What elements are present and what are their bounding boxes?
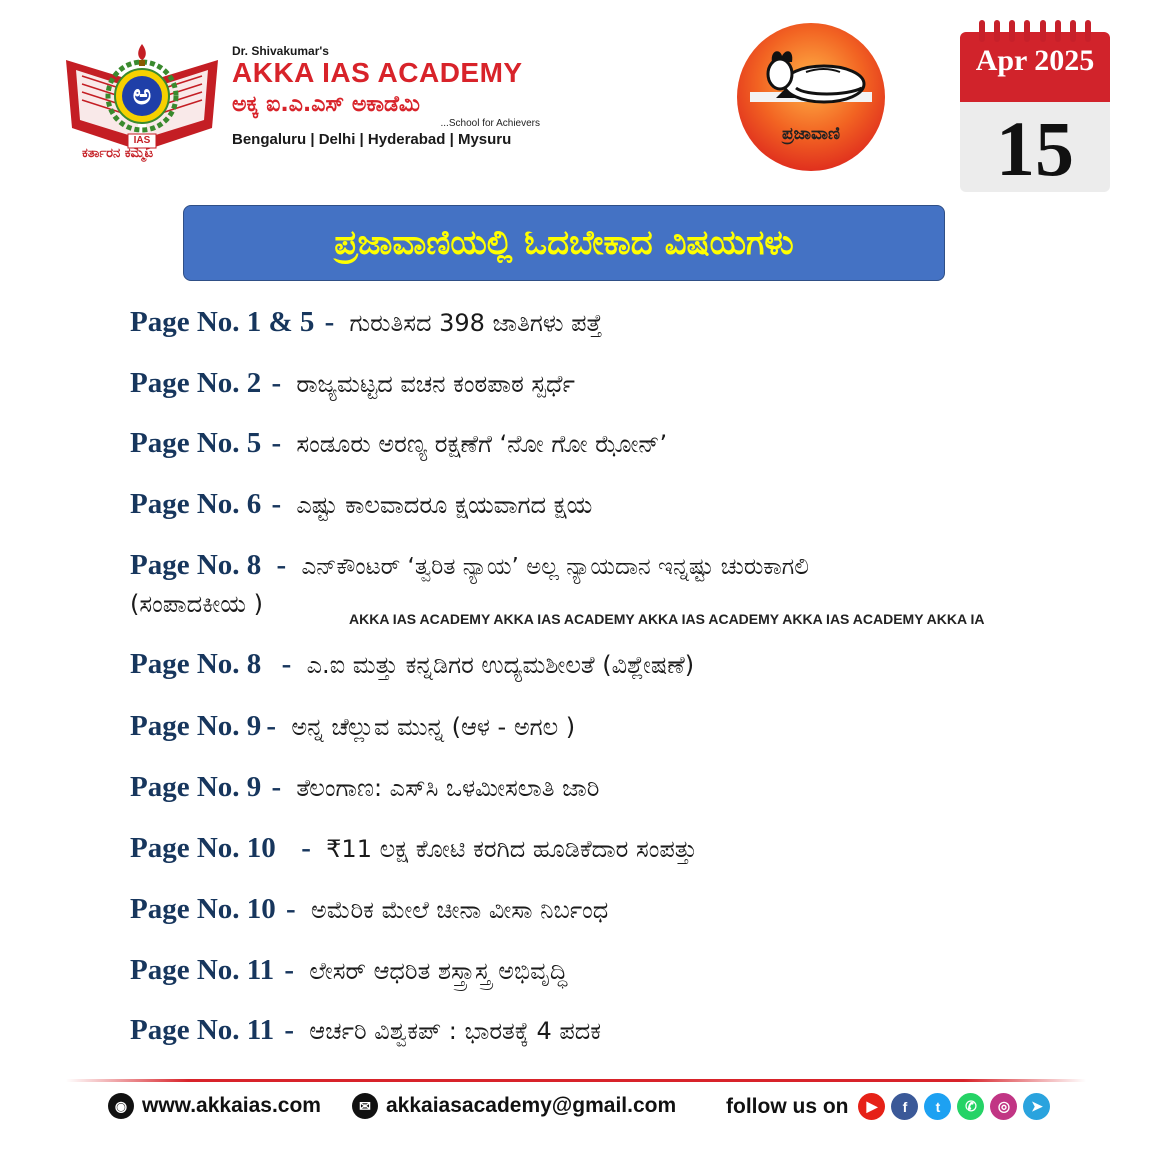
brand-name: AKKA IAS ACADEMY [232, 57, 523, 88]
separator: - [276, 549, 287, 581]
instagram-icon[interactable]: ◎ [990, 1093, 1017, 1120]
article-title: ಎನ್‌ಕೌಂಟರ್ ‘ತ್ವರಿತ ನ್ಯಾಯ’ ಅಲ್ಲ ನ್ಯಾಯದಾನ ಇನ್ನಷ್ಟು ಚುರುಕಾಗಲಿ [301, 554, 809, 580]
page-number: Page No. 10 [130, 832, 276, 864]
list-item [130, 893, 608, 926]
page-number: Page No. 11 [130, 954, 275, 986]
article-title: ಅಮೆರಿಕ ಮೇಲೆ ಚೀನಾ ವೀಸಾ ನಿರ್ಬಂಧ [310, 896, 609, 924]
list-item [130, 832, 697, 865]
article-title: ಗುರುತಿಸದ 398 ಜಾತಿಗಳು ಪತ್ತೆ [349, 309, 603, 337]
brand-tagline: ...School for Achievers [440, 118, 540, 129]
article-title: ಎಷ್ಟು ಕಾಲವಾದರೂ ಕ್ಷಯವಾಗದ ಕ್ಷಯ [296, 491, 593, 519]
calendar-day: 15 [996, 105, 1074, 192]
list-item [130, 648, 694, 681]
separator: - [281, 648, 292, 680]
list-item [130, 771, 599, 804]
list-item [130, 427, 667, 460]
list-item [130, 710, 575, 743]
page-number: Page No. 5 [130, 427, 262, 459]
separator: - [284, 1014, 295, 1046]
calendar-month-year: Apr 2025 [975, 44, 1095, 77]
nandi-bull-icon [736, 22, 886, 172]
article-title: ಲೇಸರ್ ಆಧರಿತ ಶಸ್ತ್ರಾಸ್ತ್ರ ಅಭಿವೃದ್ಧಿ [309, 957, 568, 985]
list-item [130, 549, 809, 582]
page-number: Page No. 10 [130, 893, 276, 925]
logo-letter: ಅ [132, 78, 152, 111]
brand-name-kannada: ಅಕ್ಕ ಐ.ಎ.ಎಸ್ ಅಕಾಡೆಮಿ [232, 92, 420, 117]
list-item [130, 954, 567, 987]
page-number: Page No. 8 [130, 648, 262, 680]
article-title: ಸಂಡೂರು ಅರಣ್ಯ ರಕ್ಷಣೆಗೆ ‘ನೋ ಗೋ ಝೋನ್’ [296, 430, 668, 458]
page-number: Page No. 9 [130, 710, 262, 742]
list-item [130, 306, 602, 339]
list-item [130, 367, 575, 400]
newspaper-name: ಪ್ರಜಾವಾಣಿ [781, 124, 841, 144]
logo-motto: ಕರ್ತಾರನ ಕಮ್ಮಟ [82, 146, 154, 161]
separator: - [301, 832, 311, 864]
mail-icon: ✉ [352, 1093, 378, 1119]
page-number: Page No. 8 [130, 549, 262, 581]
youtube-icon[interactable]: ▶ [858, 1093, 885, 1120]
article-title: ಎ.ಐ ಮತ್ತು ಕನ್ನಡಿಗರ ಉದ್ಯಮಶೀಲತೆ (ವಿಶ್ಲೇಷಣೆ) [306, 651, 695, 679]
website-text: www.akkaias.com [142, 1094, 321, 1117]
article-title: ತೆಲಂಗಾಣ: ಎಸ್‌ಸಿ ಒಳಮೀಸಲಾತಿ ಜಾರಿ [296, 774, 600, 802]
list-item [130, 1014, 601, 1047]
whatsapp-icon[interactable]: ✆ [957, 1093, 984, 1120]
article-title: ₹11 ಲಕ್ಷ ಕೋಟಿ ಕರಗಿದ ಹೂಡಿಕೆದಾರ ಸಂಪತ್ತು [326, 835, 698, 863]
calendar-ring-icon [1040, 20, 1046, 42]
follow-label: follow us on [726, 1094, 849, 1118]
brand-block [232, 44, 562, 148]
list-item-continuation [130, 590, 263, 618]
website-link[interactable] [108, 1093, 321, 1119]
separator: - [324, 306, 335, 338]
page-number: Page No. 2 [130, 367, 262, 399]
article-title-line2: (ಸಂಪಾದಕೀಯ ) [130, 590, 263, 618]
globe-icon: ◉ [108, 1093, 134, 1119]
separator: - [271, 771, 282, 803]
separator: - [271, 427, 282, 459]
calendar-ring-icon [1009, 20, 1015, 42]
social-follow [726, 1093, 1050, 1120]
calendar-ring-icon [979, 20, 985, 42]
article-title: ಅನ್ನ ಚೆಲ್ಲುವ ಮುನ್ನ (ಆಳ - ಅಗಲ ) [291, 713, 576, 741]
page-title: ಪ್ರಜಾವಾಣಿಯಲ್ಲಿ ಓದಬೇಕಾದ ವಿಷಯಗಳು [334, 223, 794, 263]
page-number: Page No. 1 & 5 [130, 306, 315, 338]
separator: - [266, 710, 277, 742]
telegram-icon[interactable]: ➤ [1023, 1093, 1050, 1120]
brand-cities: Bengaluru | Delhi | Hyderabad | Mysuru [232, 131, 512, 148]
calendar-ring-icon [1024, 20, 1030, 42]
email-text: akkaiasacademy@gmail.com [386, 1094, 677, 1117]
calendar-ring-icon [1055, 20, 1061, 42]
separator: - [284, 954, 295, 986]
article-title: ಆರ್ಚರಿ ವಿಶ್ವಕಪ್ : ಭಾರತಕ್ಕೆ 4 ಪದಕ [309, 1017, 602, 1045]
calendar-ring-icon [1085, 20, 1091, 42]
article-title: ರಾಜ್ಯಮಟ್ಟದ ವಚನ ಕಂಠಪಾಠ ಸ್ಪರ್ಧೆ [296, 370, 575, 398]
footer-divider [66, 1079, 1086, 1082]
facebook-icon[interactable]: f [891, 1093, 918, 1120]
separator: - [271, 367, 282, 399]
separator: - [271, 488, 282, 520]
page-number: Page No. 6 [130, 488, 262, 520]
separator: - [285, 893, 296, 925]
logo-badge: IAS [133, 135, 151, 146]
calendar-ring-icon [1070, 20, 1076, 42]
email-link[interactable] [352, 1093, 676, 1119]
date-calendar [960, 20, 1110, 192]
twitter-icon[interactable]: t [924, 1093, 951, 1120]
watermark-strip: AKKA IAS ACADEMY AKKA IAS ACADEMY AKKA IAS ACADEMY AKKA IAS ACADEMY AKKA IA [349, 611, 985, 627]
title-banner [183, 205, 945, 281]
calendar-ring-icon [994, 20, 1000, 42]
page-number: Page No. 11 [130, 1014, 275, 1046]
prajavani-logo [736, 22, 886, 172]
brand-small-text: Dr. Shivakumar's [232, 44, 329, 58]
page-number: Page No. 9 [130, 771, 262, 803]
calendar-rings [960, 20, 1110, 40]
list-item [130, 488, 592, 521]
